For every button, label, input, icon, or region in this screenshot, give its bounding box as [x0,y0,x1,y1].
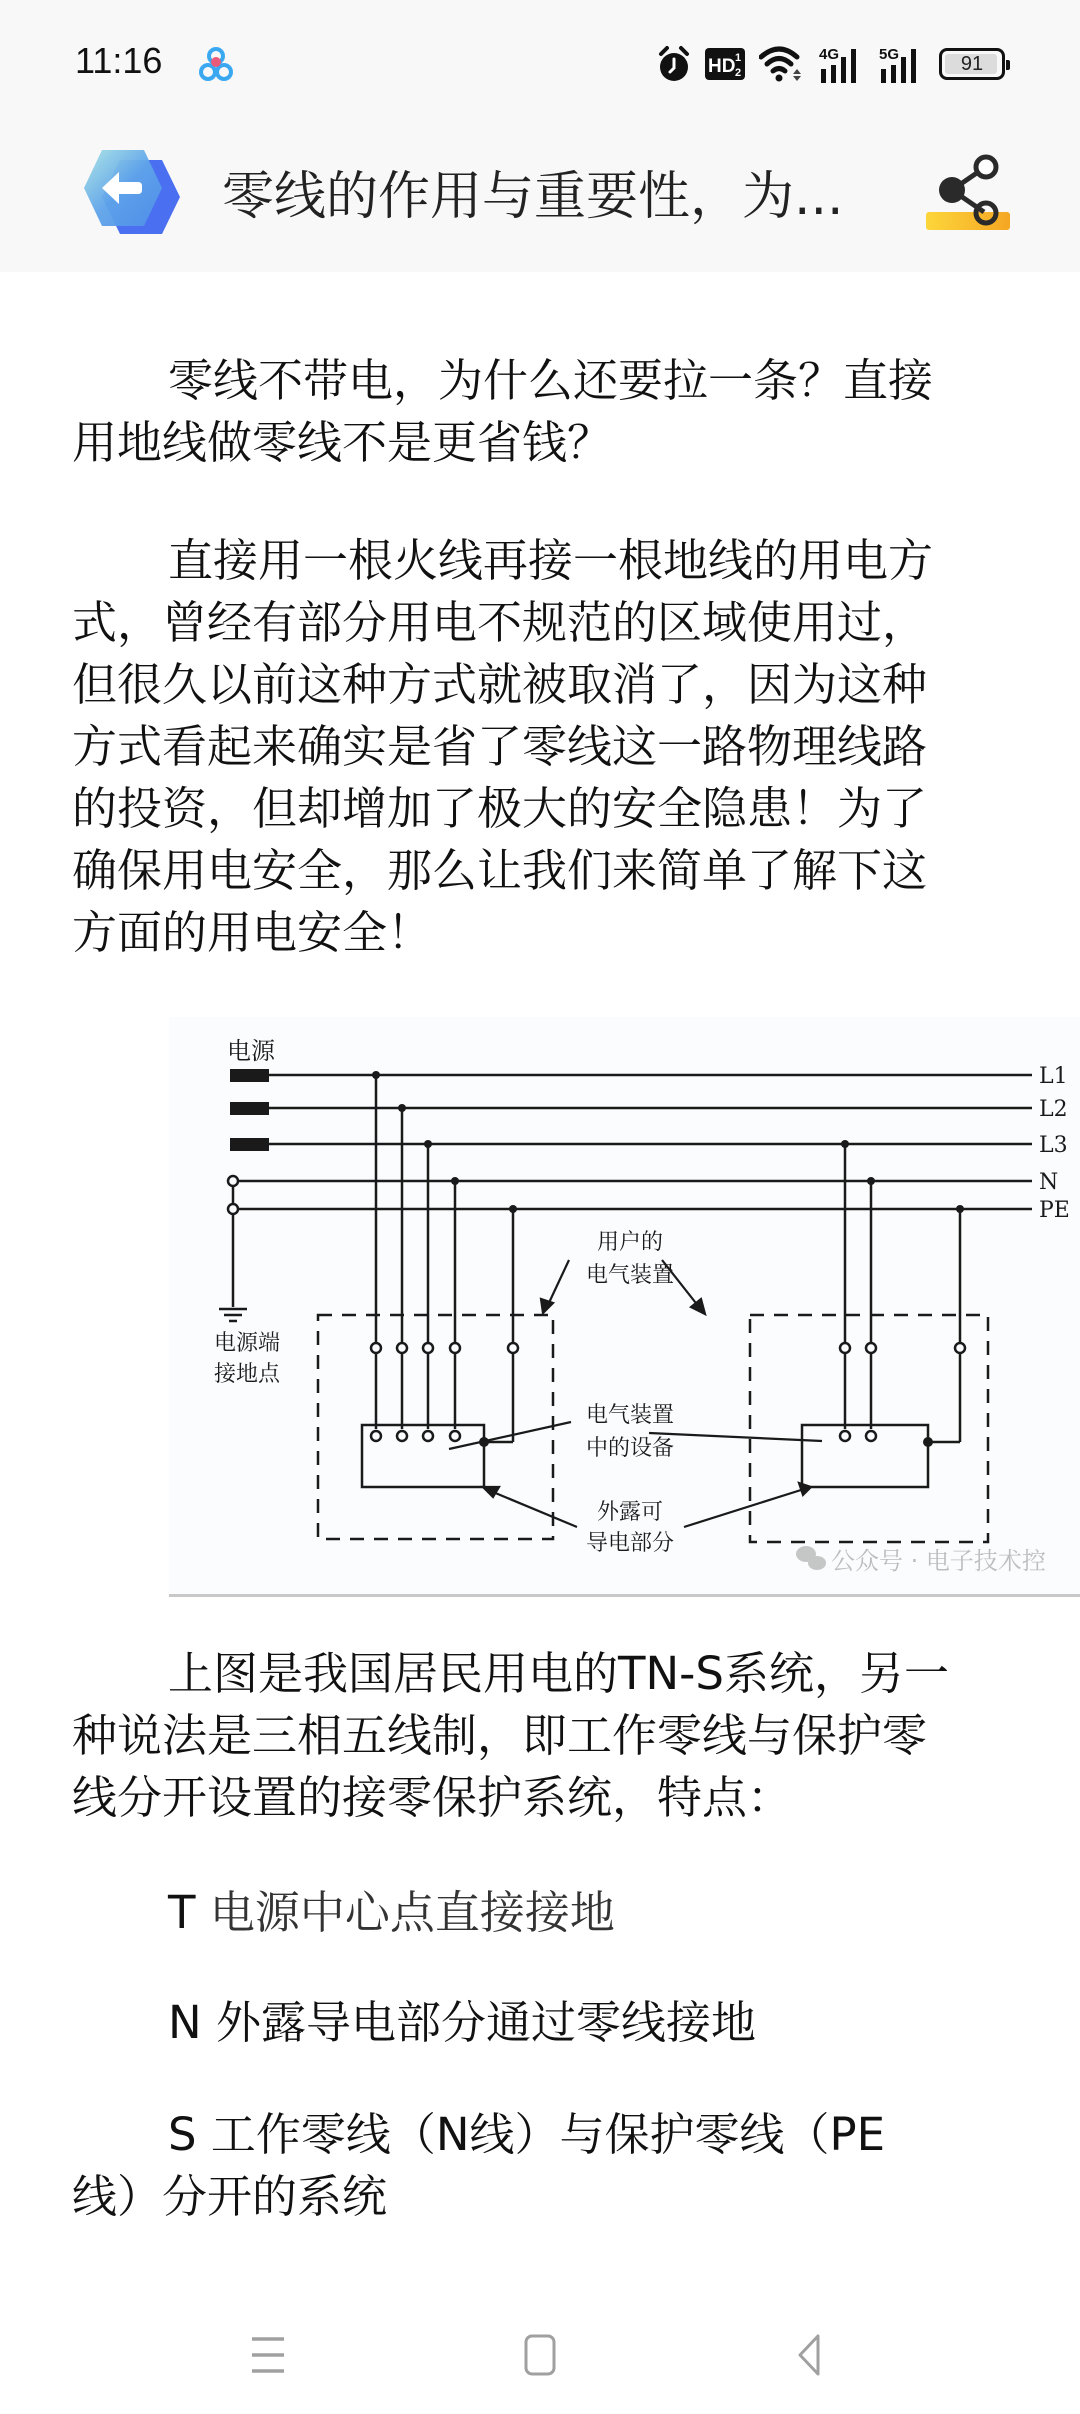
svg-text:外露可: 外露可 [596,1500,664,1525]
feature-n-text: 外露导电部分通过零线接地 [215,1996,756,2049]
svg-text:HD: HD [708,56,736,77]
back-nav-button[interactable] [778,2330,838,2380]
paragraph-2-line-1: 直接用一根火线再接一根地线的用电方 [168,534,934,587]
paragraph-2-line-6: 确保用电安全，那么让我们来简单了解下这 [72,844,928,897]
paragraph-1-line-1: 零线不带电，为什么还要拉一条？直接 [168,354,934,407]
feature-s [72,2104,992,2228]
article-header [0,128,1080,272]
paragraph-2-line-3: 但很久以前这种方式就被取消了，因为这种 [72,658,928,711]
svg-text:电气装置: 电气装置 [585,1403,675,1428]
tn-s-diagram-svg [169,1017,1080,1594]
feature-t [72,1882,992,1944]
feature-s-line-2: 线）分开的系统 [72,2170,388,2223]
tn-s-system-diagram[interactable] [169,1017,1080,1597]
paragraph-1 [72,350,992,474]
page-title: 零线的作用与重要性，为... [222,167,844,227]
svg-text:L2: L2 [1039,1097,1068,1122]
home-button[interactable] [510,2330,570,2380]
svg-text:导电部分: 导电部分 [585,1531,675,1556]
status-time: 11:16 [75,40,163,81]
back-button[interactable] [76,148,180,248]
status-icons [657,40,1005,88]
svg-text:中的设备: 中的设备 [585,1436,675,1461]
watermark [796,1546,1046,1575]
feature-n [72,1992,992,2054]
alarm-icon [657,45,691,83]
battery-icon [939,48,1005,80]
paragraph-3 [72,1643,992,1829]
svg-text:电源: 电源 [227,1037,275,1065]
svg-text:1: 1 [735,52,742,64]
paragraph-2-line-2: 式，曾经有部分用电不规范的区域使用过， [72,596,928,649]
menu-icon [252,2339,284,2371]
paragraph-2-line-5: 的投资，但却增加了极大的安全隐患！为了 [72,782,928,835]
feature-t-text: 电源中心点直接接地 [209,1886,615,1939]
svg-text:L1: L1 [1039,1064,1068,1089]
svg-text:公众号 · 电子技术控: 公众号 · 电子技术控 [831,1547,1046,1575]
svg-text:5G: 5G [879,46,900,63]
paragraph-2-line-7: 方面的用电安全！ [72,906,433,959]
paragraph-1-line-2: 用地线做零线不是更省钱？ [72,416,613,469]
svg-text:用户的: 用户的 [596,1230,664,1255]
recent-apps-button[interactable] [238,2330,298,2380]
signal-5g-icon [879,45,925,83]
svg-text:电气装置: 电气装置 [585,1263,675,1288]
svg-text:接地点: 接地点 [214,1362,281,1387]
feature-t-letter: T [168,1886,196,1939]
back-triangle-icon [800,2336,818,2374]
paragraph-3-line-3: 线分开设置的接零保护系统，特点： [72,1771,793,1824]
feature-s-line-1: S 工作零线（N线）与保护零线（PE [168,2108,886,2161]
paragraph-3-line-1: 上图是我国居民用电的TN-S系统，另一 [168,1647,949,1700]
svg-text:PE: PE [1039,1198,1070,1223]
svg-text:N: N [1039,1170,1059,1195]
share-button[interactable] [922,152,1014,242]
svg-text:2: 2 [735,67,742,79]
paragraph-2 [72,530,992,964]
hd-volte-icon [705,48,745,80]
wifi-icon [759,45,805,83]
svg-text:电源端: 电源端 [214,1331,281,1356]
paragraph-3-line-2: 种说法是三相五线制，即工作零线与保护零 [72,1709,928,1762]
baidu-netdisk-icon [198,45,234,83]
signal-4g-icon [819,45,865,83]
svg-text:4G: 4G [819,46,840,63]
svg-text:L3: L3 [1039,1133,1068,1158]
paragraph-2-line-4: 方式看起来确实是省了零线这一路物理线路 [72,720,928,773]
feature-n-letter: N [168,1996,202,2049]
battery-percent: 91 [960,52,984,75]
system-nav-bar [0,2300,1080,2414]
home-icon [526,2336,554,2374]
status-bar [0,0,1080,128]
